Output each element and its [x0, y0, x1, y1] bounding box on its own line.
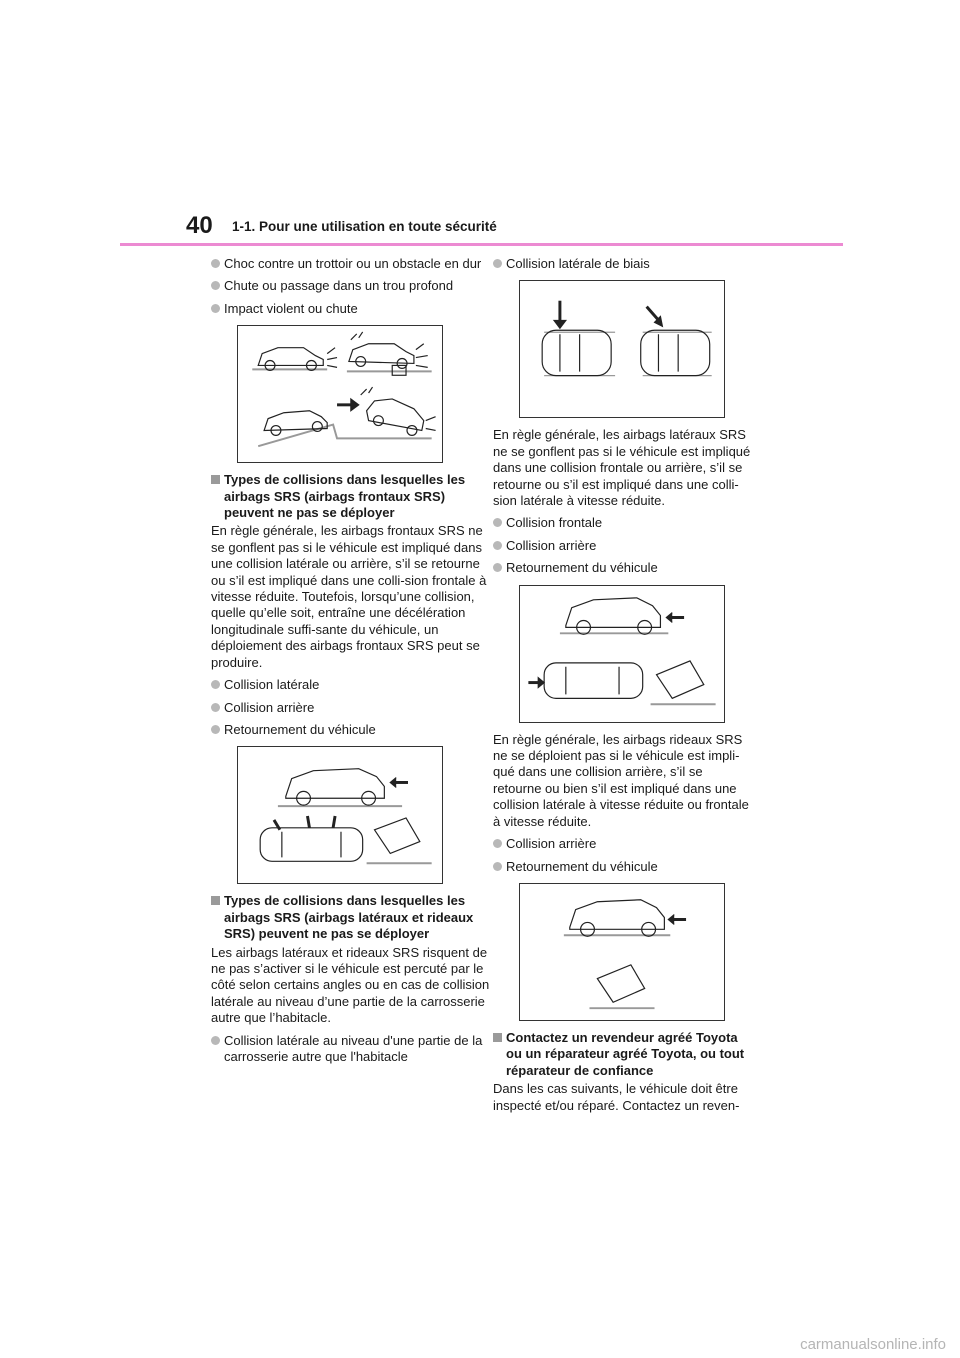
bullet-dot-icon — [493, 518, 502, 527]
bullet-dot-icon — [211, 281, 220, 290]
section-title: 1-1. Pour une utilisation en toute sécurité — [232, 219, 497, 234]
bullet-text: Chute ou passage dans un trou profond — [224, 278, 454, 294]
bullet-dot-icon — [493, 862, 502, 871]
bullet-item — [211, 677, 497, 693]
bullet-dot-icon — [211, 259, 220, 268]
bullet-text: Collision latérale de biais — [506, 256, 650, 271]
left-column — [211, 256, 497, 1071]
page-number: 40 — [186, 212, 213, 239]
bullet-item — [211, 1033, 497, 1066]
bullet-item — [211, 256, 497, 272]
bullet-text: Retournement du véhicule — [506, 858, 658, 874]
illustration-obstacle-impact-icon — [238, 326, 442, 462]
bullet-item — [493, 836, 753, 852]
bullet-text: Collision arrière — [506, 836, 597, 852]
heading-square-icon — [493, 1033, 502, 1042]
figure-front-rear-rollover — [519, 585, 725, 723]
paragraph: En règle générale, les airbags frontaux SRS ne se gonflent pas si le véhicule est impliqué dans une collision latérale ou arrière, s’il se retourne ou s’il est impliqué dans une colli-sion frontale à vitesse réduite. Toutefois, lorsqu’une collision, quelle qu’elle soit, entraîne une décélération longitudinale suffi-sante du véhicule, un déploiement des airbags frontaux SRS peut se produire. — [211, 523, 487, 670]
illustration-front-rear-rollover-icon — [520, 586, 724, 722]
bullet-text: Collision arrière — [506, 537, 597, 553]
illustration-rear-rollover-icon — [520, 884, 724, 1020]
heading-frontal-airbags — [211, 472, 497, 521]
heading-text: Types de collisions dans lesquelles les airbags SRS (airbags latéraux et rideaux SRS) peuvent ne pas se déployer — [224, 893, 474, 942]
bullet-dot-icon — [493, 541, 502, 550]
bullet-item — [493, 515, 753, 531]
heading-square-icon — [211, 896, 220, 905]
paragraph: En règle générale, les airbags latéraux SRS ne se gonflent pas si le véhicule est impliqué dans une collision frontale ou arrière, s’il se retourne ou s’il est impliqué dans une colli-sion latérale à vitesse réduite. — [493, 427, 751, 509]
figure-side-rear-rollover — [237, 746, 443, 884]
bullet-text: Retournement du véhicule — [506, 560, 658, 576]
bullet-text: Impact violent ou chute — [224, 300, 358, 316]
bullet-item — [493, 256, 753, 272]
bullet-dot-icon — [493, 839, 502, 848]
heading-text: Contactez un revendeur agréé Toyota ou un réparateur agréé Toyota, ou tout réparateur de confiance — [506, 1029, 745, 1078]
bullet-item — [211, 722, 497, 738]
illustration-side-rear-rollover-icon — [238, 747, 442, 883]
watermark: carmanualsonline.info — [800, 1336, 946, 1353]
bullet-item — [211, 301, 497, 317]
heading-contact-dealer — [493, 1030, 753, 1079]
heading-side-curtain-airbags — [211, 893, 497, 942]
header-rule — [120, 243, 843, 246]
heading-text: Types de collisions dans lesquelles les airbags SRS (airbags frontaux SRS) peuvent ne pas se déployer — [224, 472, 466, 521]
bullet-item — [493, 859, 753, 875]
bullet-dot-icon — [211, 725, 220, 734]
bullet-item — [211, 700, 497, 716]
bullet-item — [493, 560, 753, 576]
bullet-dot-icon — [211, 1036, 220, 1045]
bullet-text: Collision frontale — [506, 515, 603, 531]
bullet-dot-icon — [211, 304, 220, 313]
right-column — [493, 256, 753, 1120]
heading-square-icon — [211, 475, 220, 484]
figure-obstacle-impact — [237, 325, 443, 463]
bullet-dot-icon — [211, 680, 220, 689]
bullet-text: Collision latérale au niveau d'une partie de la carrosserie autre que l'habitacle — [224, 1032, 483, 1064]
bullet-dot-icon — [211, 703, 220, 712]
bullet-text: Choc contre un trottoir ou un obstacle en dur — [224, 256, 482, 271]
figure-oblique-side-collision — [519, 280, 725, 418]
paragraph: Les airbags latéraux et rideaux SRS risquent de ne pas s’activer si le véhicule est percuté par le côté selon certains angles ou en cas de collision latérale au niveau d’une partie de la carrosserie autre que l’habitacle. — [211, 944, 490, 1026]
bullet-text: Collision latérale — [224, 677, 320, 693]
paragraph: Dans les cas suivants, le véhicule doit être inspecté et/ou réparé. Contactez un reven- — [493, 1081, 740, 1113]
bullet-item — [493, 538, 753, 554]
bullet-item — [211, 278, 497, 294]
bullet-dot-icon — [493, 563, 502, 572]
paragraph: En règle générale, les airbags rideaux SRS ne se déploient pas si le véhicule est impli-qué dans une collision arrière, s’il se retourne ou bien s’il est impliqué dans une collision latérale à vitesse réduite ou frontale à vitesse réduite. — [493, 731, 749, 829]
bullet-text: Retournement du véhicule — [224, 721, 376, 737]
illustration-oblique-side-collision-icon — [520, 281, 724, 417]
bullet-dot-icon — [493, 259, 502, 268]
figure-rear-rollover — [519, 883, 725, 1021]
bullet-text: Collision arrière — [224, 699, 315, 715]
